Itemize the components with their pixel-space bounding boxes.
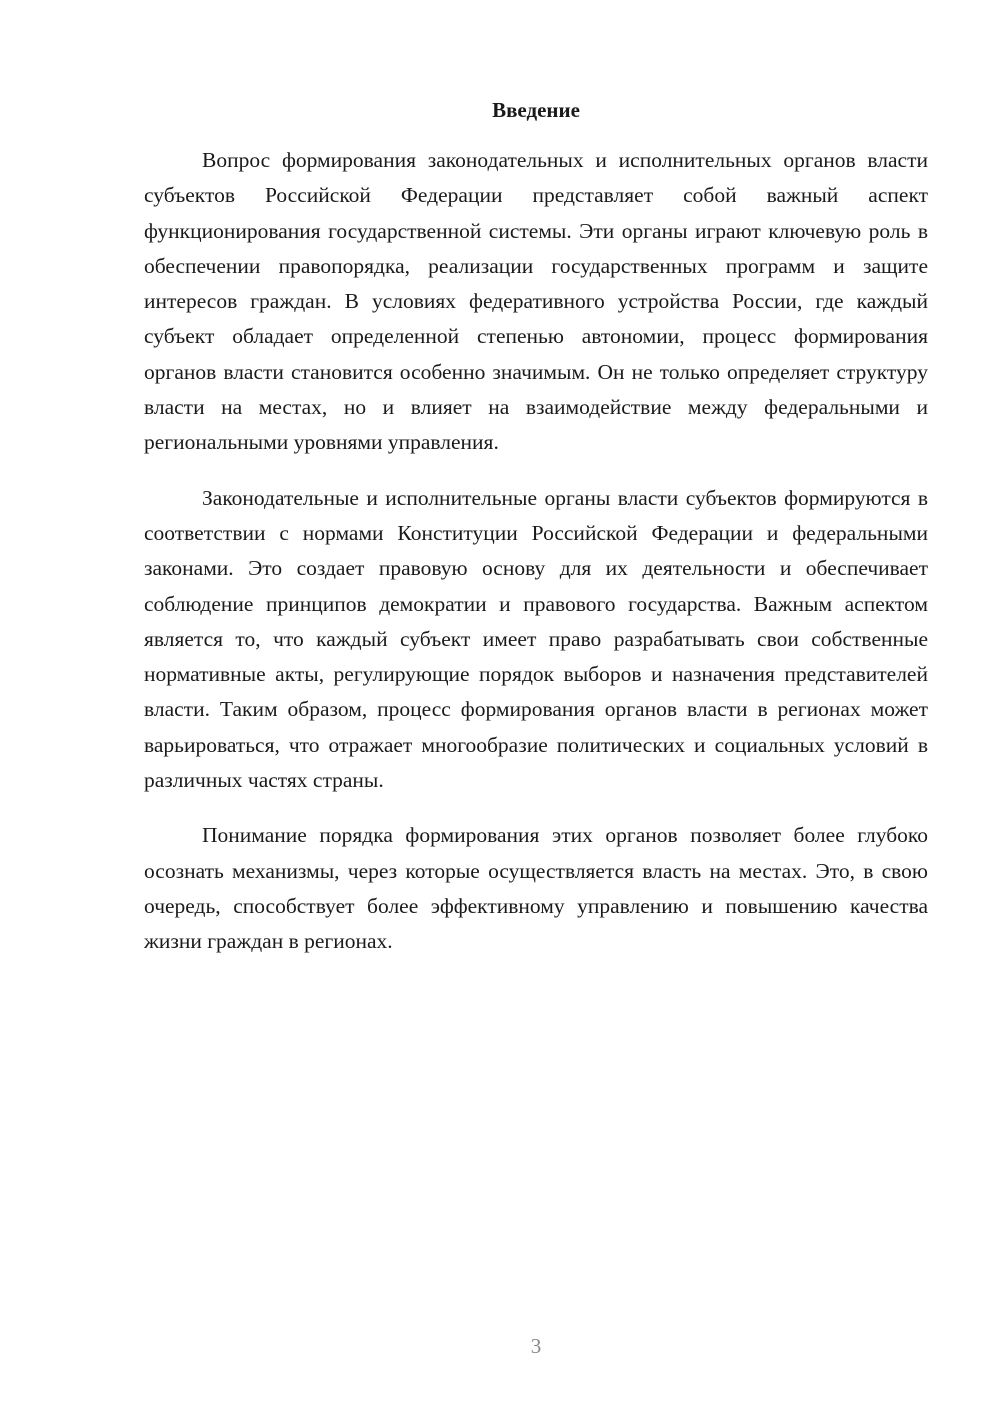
body-text — [144, 143, 928, 980]
page-heading: Введение — [492, 98, 580, 122]
page-number: 3 — [530, 1334, 542, 1358]
paragraph-3: Понимание порядка формирования этих органов позволяет более глубоко осознать механизмы, через которые осуществляется власть на местах. Это, в свою очередь, способствует более эффективному управлению и повышению качества жизни граждан в регионах. — [144, 823, 928, 954]
paragraph-2: Законодательные и исполнительные органы власти субъектов формируются в соответствии с нормами Конституции Российской Федерации и федеральными законами. Это создает правовую основу для их деятельности и обеспечивает соблюдение принципов демократии и правового государства. Важным аспектом является то, что каждый субъект имеет право разрабатывать свои собственные нормативные акты, регулирующие порядок выборов и назначения представителей власти. Таким образом, процесс формирования органов власти в регионах может варьироваться, что отражает многообразие политических и социальных условий в различных частях страны. — [144, 485, 928, 793]
paragraph-1: Вопрос формирования законодательных и исполнительных органов власти субъектов Российской Федерации представляет собой важный аспект функционирования государственной системы. Эти органы играют ключевую роль в обеспечении правопорядка, реализации государственных программ и защите интересов граждан. В условиях федеративного устройства России, где каждый субъект обладает определенной степенью автономии, процесс формирования органов власти становится особенно значимым. Он не только определяет структуру власти на местах, но и влияет на взаимодействие между федеральными и региональными уровнями управления. — [144, 148, 928, 455]
